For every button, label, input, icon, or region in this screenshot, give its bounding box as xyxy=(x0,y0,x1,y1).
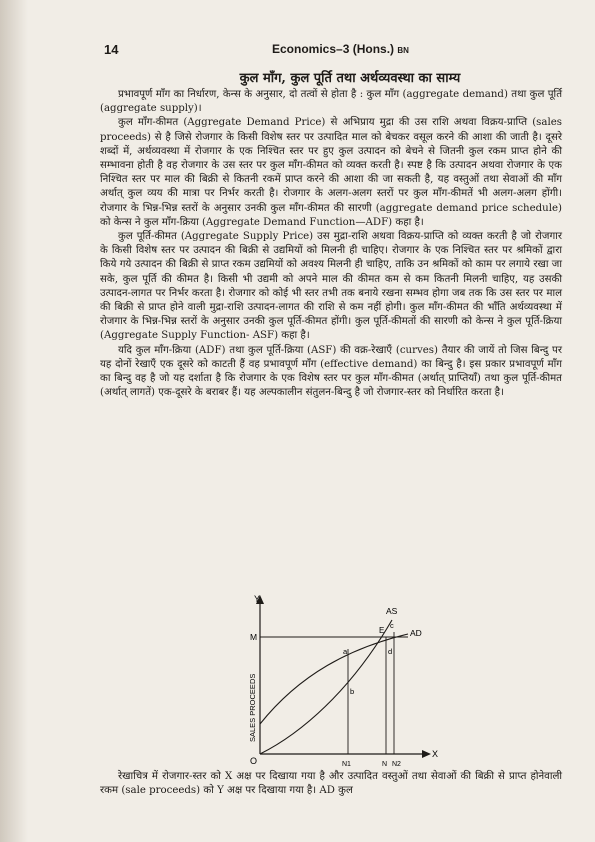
x-axis-arrow xyxy=(422,750,431,758)
page-binding-shadow xyxy=(0,0,28,842)
running-title-text: Economics–3 (Hons.) xyxy=(272,42,395,56)
paragraph: यदि कुल माँग-क्रिया (ADF) तथा कुल पूर्ति-क्रिया (ASF) की वक्र-रेखाएँ (curves) तैयार की जायें तो जिस बिन्दु पर यह दोनों रेखाएँ एक दूसरे को काटती हैं वह प्रभावपूर्ण माँग (effective demand) का बिन्दु है। इस प्रकार प्रभावपूर्ण माँग का बिन्दु वह है जो यह दर्शाता है कि रोजगार के एक विशेष स्तर पर कुल माँग-कीमत (अर्थात् प्राप्तियाँ) तथा कुल पूर्ति-कीमत (अर्थात् लागतें) एक-दूसरे के बराबर हैं। यह अल्पकालीन संतुलन-बिन्दु है जो रोजगार-स्तर को निर्धारित करता है। xyxy=(100,344,562,399)
page-number: 14 xyxy=(104,42,119,57)
ad-label: AD xyxy=(410,628,422,638)
x-tick-n2: N2 xyxy=(392,761,401,768)
body-text xyxy=(100,88,562,400)
paragraph: प्रभावपूर्ण माँग का निर्धारण, केन्स के अनुसार, दो तत्वों से होता है : कुल माँग (aggregate demand) तथा कुल पूर्ति (aggregate supply)। xyxy=(100,89,562,115)
x-tick-n: N xyxy=(382,761,388,768)
as-curve xyxy=(260,620,392,754)
point-a-label: a xyxy=(343,647,348,656)
running-title xyxy=(272,42,409,56)
m-label: M xyxy=(250,632,258,642)
y-axis-letter: Y xyxy=(254,594,261,604)
point-e-label: E xyxy=(379,626,385,635)
x-axis-letter: X xyxy=(432,749,439,759)
bottom-text xyxy=(100,770,562,798)
running-title-suffix: BN xyxy=(397,46,409,55)
origin-label: O xyxy=(250,756,258,766)
page-header xyxy=(0,42,595,60)
as-label: AS xyxy=(386,606,398,616)
section-title: कुल माँग, कुल पूर्ति तथा अर्थव्यवस्था का साम्य xyxy=(239,71,461,86)
ad-as-figure xyxy=(230,592,460,774)
paragraph: कुल पूर्ति-कीमत (Aggregate Supply Price) उस मुद्रा-राशि अथवा विक्रय-प्राप्ति को व्यक्त करती है जो रोजगार के किसी विशेष स्तर पर उत्पादन की बिक्री से उद्यमियों को मिलनी ही चाहिए। रोजगार के एक निश्चित स्तर पर श्रमिकों द्वारा किये गये उत्पादन की बिक्री से प्राप्त रकम उद्यमियों को अवश्य मिलनी ही चाहिए, ताकि उन श्रमिकों को काम पर लगाये रखा जा सके, कुल पूर्ति की कीमत है। किसी भी उद्यमी को अपने माल की कीमत कम से कम कितनी मिलनी चाहिए, यह उसकी उत्पादन-लागत पर निर्भर करता है। रोजगार को कोई भी स्तर तभी तक बनाये रखना सम्भव होगा जब तक कि उस स्तर पर माल की बिक्री से प्राप्त होने वाली मुद्रा-राशि उत्पादन-लागत की राशि से कम नहीं होगी। कुल माँग-कीमत की भाँति अर्थव्यवस्था में रोजगार के भिन्न-भिन्न स्तरों के अनुसार उनकी कुल पूर्ति-कीमत होंगी। कुल पूर्ति-कीमतों की सारणी को केन्स ने कुल पूर्ति-क्रिया (Aggregate Supply Function- ASF) कहा है। xyxy=(100,231,562,342)
point-b-label: b xyxy=(350,687,355,696)
paragraph: कुल माँग-कीमत (Aggregate Demand Price) से अभिप्राय मुद्रा की उस राशि अथवा विक्रय-प्राप्ति (sales proceeds) से है जिसे रोजगार के किसी विशेष स्तर पर उत्पादित माल को बेचकर वसूल करने की आशा की जाती है। दूसरे शब्दों में, अर्थव्यवस्था में रोजगार के एक निश्चित स्तर पर हुए कुल उत्पादन को बेचने से जितनी कुल रकम प्राप्त होने की सम्भावना होती है वह रोजगार के उस स्तर पर कुल माँग-कीमत को व्यक्त करती है। स्पष्ट है कि उत्पादन अथवा रोजगार के एक निश्चित स्तर पर माल की बिक्री से कितनी रकमें प्राप्त करने की आशा की जा सकती है, यह वस्तुओं तथा सेवाओं की माँग अर्थात् कुल व्यय की मात्रा पर निर्भर करती है। रोजगार के अलग-अलग स्तरों पर कुल माँग-कीमतें भी अलग-अलग होंगी। रोजगार के भिन्न-भिन्न स्तरों के अनुसार उनकी कुल माँग-कीमत की सारणी (aggregate demand price schedule) को केन्स ने कुल माँग-क्रिया (Aggregate Demand Function—ADF) कहा है। xyxy=(100,117,562,228)
x-tick-n1: N1 xyxy=(342,761,351,768)
point-d-label: d xyxy=(388,647,393,656)
paragraph: रेखाचित्र में रोजगार-स्तर को X अक्ष पर दिखाया गया है और उत्पादित वस्तुओं तथा सेवाओं की बिक्री से प्राप्त होनेवाली रकम (sale proceeds) को Y अक्ष पर दिखाया गया है। AD कुल xyxy=(100,771,562,797)
ad-as-diagram xyxy=(230,592,460,774)
point-c-label: c xyxy=(390,621,394,630)
y-axis-label: SALES PROCEEDS xyxy=(248,673,257,742)
